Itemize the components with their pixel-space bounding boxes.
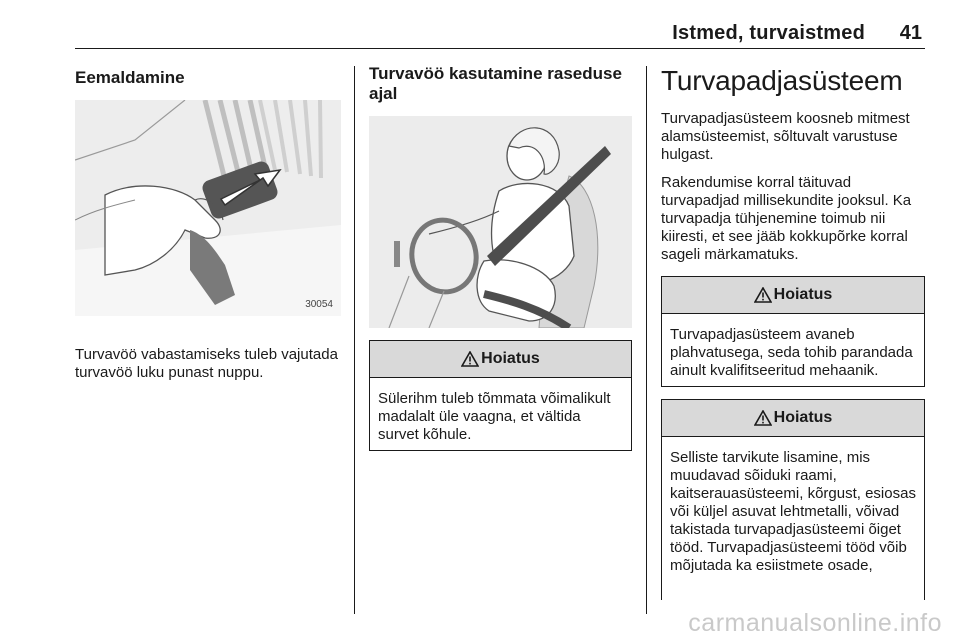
warning-text: Sülerihm tuleb tõmmata võimalikult madalalt üle vaagna, et vältida survet kõhule. [378, 390, 611, 443]
column-1 [75, 64, 341, 392]
warning-header [370, 341, 631, 378]
column-divider [354, 66, 355, 614]
paragraph: Turvapadjasüsteem koosneb mitmest alamsüsteemist, sõltuvalt varustuse hulgast. [661, 110, 910, 163]
watermark: carmanualsonline.info [688, 609, 942, 637]
figure-number: 30054 [305, 299, 333, 310]
warning-text: Selliste tarvikute lisamine, mis muudavad sõiduki raami, kaitserauasüsteemi, kõrgust, esiosas või küljel asuvat lehtmetalli, võivad takistada turvapadjasüsteemi õiget tööd. Turvapadjasüsteemi tööd võib mõjutada ka esiistmete osade, [670, 449, 916, 574]
warning-triangle-icon [754, 287, 772, 303]
section-title: Turvapadjasüsteem [661, 65, 903, 96]
warning-box [661, 276, 925, 387]
column-3 [661, 64, 925, 600]
column-divider [646, 66, 647, 614]
warning-box [661, 399, 925, 600]
section-heading: Eemaldamine [75, 68, 185, 87]
warning-title: Hoiatus [773, 286, 833, 303]
warning-header [662, 400, 924, 437]
warning-text: Turvapadjasüsteem avaneb plahvatusega, seda tohib parandada ainult kvalifitseeritud mehaanik. [670, 326, 913, 379]
warning-title: Hoiatus [773, 409, 833, 426]
seatbelt-buckle-illustration [75, 100, 341, 316]
header-rule [75, 48, 925, 49]
instruction-text: Turvavöö vabastamiseks tuleb vajutada turvavöö luku punast nuppu. [75, 346, 338, 381]
warning-header [662, 277, 924, 314]
running-header-title: Istmed, turvaistmed [672, 22, 865, 44]
pregnant-driver-seatbelt-illustration [369, 116, 632, 328]
warning-triangle-icon [754, 410, 772, 426]
warning-triangle-icon [461, 351, 479, 367]
page-number: 41 [899, 22, 922, 44]
column-2 [369, 64, 632, 451]
warning-box [369, 340, 632, 451]
section-heading: Turvavöö kasutamine raseduse ajal [369, 64, 622, 103]
warning-title: Hoiatus [481, 350, 540, 367]
paragraph: Rakendumise korral täituvad turvapadjad millisekundite jooksul. Ka turvapadja tühjenemine toimub nii kiiresti, et see jääb kokkupõrke korral sageli märkamatuks. [661, 174, 912, 263]
